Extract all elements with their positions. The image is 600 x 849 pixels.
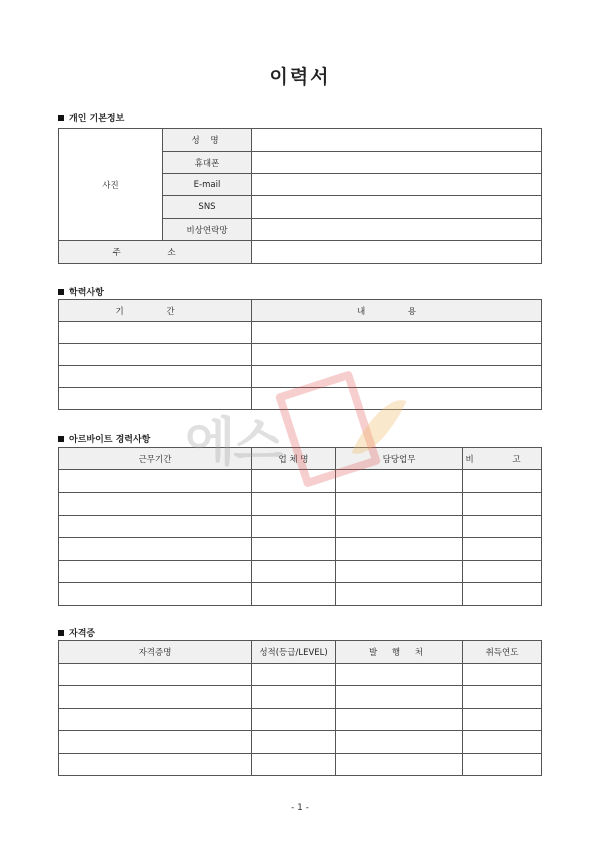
table-cell[interactable] — [252, 664, 336, 686]
table-cell[interactable] — [252, 583, 336, 606]
section-heading-education-label: 학력사항 — [69, 288, 104, 298]
document-title: 이력서 — [269, 66, 331, 88]
column-header: 성적(등급/LEVEL) — [252, 641, 336, 664]
field-label-phone: 휴대폰 — [163, 152, 252, 174]
table-cell[interactable] — [463, 754, 542, 776]
table-cell[interactable] — [59, 664, 252, 686]
table-cell[interactable] — [336, 493, 463, 516]
table-cell[interactable] — [463, 686, 542, 709]
table-cell[interactable] — [252, 344, 542, 366]
table-cell[interactable] — [252, 686, 336, 709]
table-cell[interactable] — [336, 686, 463, 709]
section-heading-education — [58, 285, 104, 298]
table-cell[interactable] — [336, 731, 463, 754]
bullet-square-icon — [58, 630, 64, 636]
table-cell[interactable] — [59, 538, 252, 561]
table-cell[interactable] — [336, 583, 463, 606]
table-cell[interactable] — [336, 516, 463, 538]
bullet-square-icon — [58, 115, 64, 121]
table-cell[interactable] — [336, 470, 463, 493]
bullet-square-icon — [58, 289, 64, 295]
table-cell[interactable] — [252, 388, 542, 410]
column-header: 비 고 — [463, 448, 542, 470]
column-header: 내 용 — [252, 300, 542, 322]
education-table — [58, 299, 542, 410]
table-cell[interactable] — [59, 344, 252, 366]
page-number: - 1 - — [291, 803, 309, 813]
table-cell[interactable] — [463, 731, 542, 754]
table-cell[interactable] — [59, 366, 252, 388]
certificate-table — [58, 640, 542, 776]
field-value-email[interactable] — [252, 174, 542, 196]
table-cell[interactable] — [252, 538, 336, 561]
column-header: 자격증명 — [59, 641, 252, 664]
field-value-phone[interactable] — [252, 152, 542, 174]
field-label-sns: SNS — [163, 196, 252, 219]
field-label-name: 성 명 — [163, 129, 252, 152]
section-heading-personal — [58, 111, 124, 124]
field-value-address[interactable] — [252, 241, 542, 264]
table-cell[interactable] — [59, 583, 252, 606]
column-header: 기 간 — [59, 300, 252, 322]
table-cell[interactable] — [59, 516, 252, 538]
field-label-emergency: 비상연락망 — [163, 219, 252, 241]
table-cell[interactable] — [59, 686, 252, 709]
table-cell[interactable] — [252, 470, 336, 493]
table-cell[interactable] — [463, 538, 542, 561]
column-header: 취득연도 — [463, 641, 542, 664]
field-label-address: 주 소 — [59, 241, 252, 264]
table-cell[interactable] — [463, 664, 542, 686]
watermark-text: 에스 — [185, 413, 282, 473]
section-heading-cert-label: 자격증 — [69, 629, 96, 639]
photo-cell[interactable]: 사진 — [59, 129, 163, 241]
column-header: 업 체 명 — [252, 448, 336, 470]
table-cell[interactable] — [463, 493, 542, 516]
section-heading-personal-label: 개인 기본정보 — [69, 114, 125, 124]
work-table — [58, 447, 542, 606]
table-cell[interactable] — [336, 754, 463, 776]
table-cell[interactable] — [59, 493, 252, 516]
personal-info-table — [58, 128, 542, 264]
table-cell[interactable] — [463, 516, 542, 538]
section-heading-cert — [58, 626, 95, 639]
column-header: 담당업무 — [336, 448, 463, 470]
table-cell[interactable] — [252, 561, 336, 583]
table-cell[interactable] — [336, 561, 463, 583]
table-cell[interactable] — [252, 709, 336, 731]
table-cell[interactable] — [336, 538, 463, 561]
table-cell[interactable] — [59, 322, 252, 344]
field-value-sns[interactable] — [252, 196, 542, 219]
table-cell[interactable] — [463, 709, 542, 731]
bullet-square-icon — [58, 436, 64, 442]
table-cell[interactable] — [59, 470, 252, 493]
section-heading-work — [58, 432, 150, 445]
table-cell[interactable] — [252, 366, 542, 388]
table-cell[interactable] — [59, 754, 252, 776]
column-header: 근무기간 — [59, 448, 252, 470]
table-cell[interactable] — [336, 709, 463, 731]
table-cell[interactable] — [59, 709, 252, 731]
section-heading-work-label: 아르바이트 경력사항 — [69, 435, 151, 445]
table-cell[interactable] — [252, 731, 336, 754]
table-cell[interactable] — [59, 731, 252, 754]
table-cell[interactable] — [463, 561, 542, 583]
table-cell[interactable] — [252, 493, 336, 516]
field-value-emergency[interactable] — [252, 219, 542, 241]
table-cell[interactable] — [252, 754, 336, 776]
field-value-name[interactable] — [252, 129, 542, 152]
table-cell[interactable] — [336, 664, 463, 686]
table-cell[interactable] — [463, 470, 542, 493]
table-cell[interactable] — [59, 561, 252, 583]
table-cell[interactable] — [252, 322, 542, 344]
column-header: 발 행 처 — [336, 641, 463, 664]
table-cell[interactable] — [59, 388, 252, 410]
table-cell[interactable] — [252, 516, 336, 538]
table-cell[interactable] — [463, 583, 542, 606]
field-label-email: E-mail — [163, 174, 252, 196]
